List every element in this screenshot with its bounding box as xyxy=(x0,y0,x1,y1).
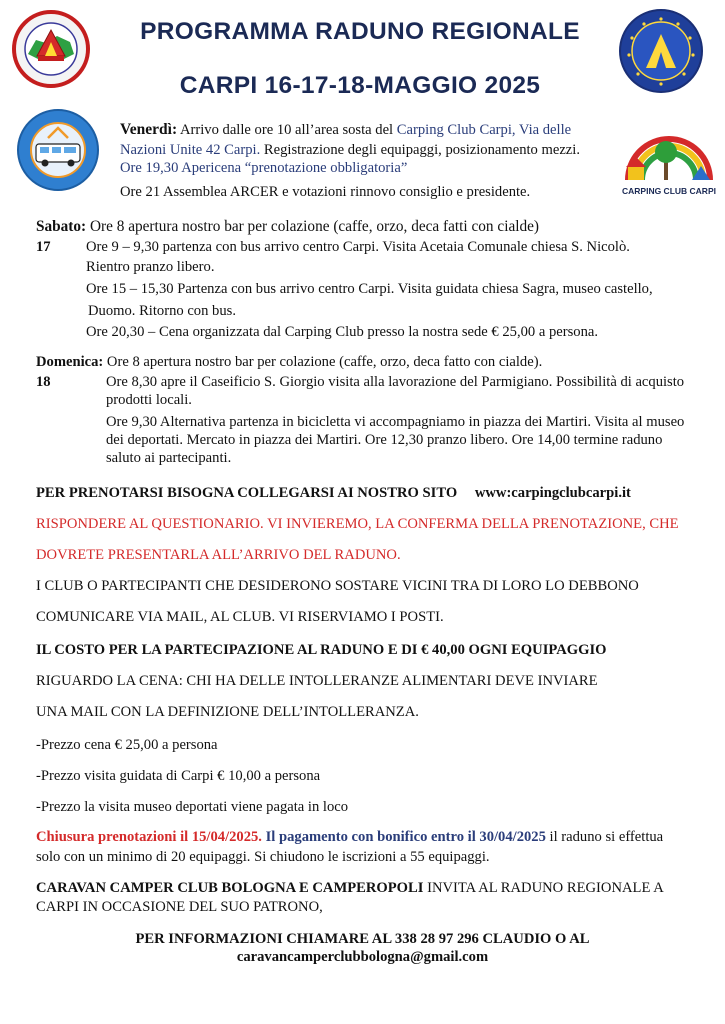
sabato-label: Sabato: xyxy=(36,218,87,235)
venerdi-text1: Arrivo dalle ore 10 all’area sosta del xyxy=(179,122,397,138)
camper-club-bologna-logo xyxy=(16,108,100,192)
confederazione-logo xyxy=(618,8,704,94)
contact-email[interactable]: caravancamperclubbologna@gmail.com xyxy=(236,949,489,965)
carping-club-caption: CARPING CLUB CARPI xyxy=(622,186,716,196)
domenica-intro-text: Ore 8 apertura nostro bar per colazione (caffe, orzo, deca fatto con cialde). xyxy=(103,354,543,370)
venerdi-text2: Registrazione degli equipaggi, posizionamento mezzi. xyxy=(260,142,580,158)
invite-organizers: CARAVAN CAMPER CLUB BOLOGNA E CAMPEROPOLI xyxy=(36,880,424,896)
domenica-line2: prodotti locali. xyxy=(106,392,192,408)
carping-club-carpi-logo xyxy=(622,108,716,200)
club-line1: I CLUB O PARTECIPANTI CHE DESIDERONO SOSTARE VICINI TRA DI LORO LO DEBBONO xyxy=(36,578,639,594)
dinner-line2: UNA MAIL CON LA DEFINIZIONE DELL’INTOLLERANZA. xyxy=(36,704,419,720)
sabato-intro-text: Ore 8 apertura nostro bar per colazione (caffe, orzo, deca fatti con cialde) xyxy=(86,218,540,235)
page-title: PROGRAMMA RADUNO REGIONALE xyxy=(140,18,580,45)
sabato-line2: Rientro pranzo libero. xyxy=(86,259,215,275)
sabato-line1: Ore 9 – 9,30 partenza con bus arrivo centro Carpi. Visita Acetaia Comunale chiesa S. Nicolò. xyxy=(86,239,630,255)
closing-deadline: Chiusura prenotazioni il 15/04/2025. xyxy=(36,829,262,845)
invite-line2: CARPI IN OCCASIONE DEL SUO PATRONO, xyxy=(36,899,323,915)
booking-label: PER PRENOTARSI BISOGNA COLLEGARSI AI NOSTRO SITO xyxy=(36,485,458,501)
sabato-line3: Ore 15 – 15,30 Partenza con bus arrivo centro Carpi. Visita guidata chiesa Sagra, museo castello, xyxy=(86,281,653,297)
site-link[interactable]: www:carpingclubcarpi.it xyxy=(474,485,631,501)
domenica-line5: saluto ai partecipanti. xyxy=(106,450,232,466)
closing-rest: il raduno si effettua xyxy=(545,829,664,845)
dinner-line1: RIGUARDO LA CENA: CHI HA DELLE INTOLLERANZE ALIMENTARI DEVE INVIARE xyxy=(36,673,598,689)
price-museum: -Prezzo la visita museo deportati viene pagata in loco xyxy=(36,799,349,815)
club-line2: COMUNICARE VIA MAIL, AL CLUB. VI RISERVIAMO I POSTI. xyxy=(36,609,444,625)
sabato-day: 17 xyxy=(36,239,51,255)
venerdi-label: Venerdì: xyxy=(120,121,178,138)
contact-line1: PER INFORMAZIONI CHIAMARE AL 338 28 97 296 CLAUDIO O AL xyxy=(135,931,590,947)
closing-line2: solo con un minimo di 20 equipaggi. Si chiudono le iscrizioni a 55 equipaggi. xyxy=(36,849,490,865)
venerdi-line2 xyxy=(120,141,580,159)
arcer-logo xyxy=(12,10,90,88)
page-subtitle: CARPI 16-17-18-MAGGIO 2025 xyxy=(179,72,541,99)
reply-line2: DOVRETE PRESENTARLA ALL’ARRIVO DEL RADUNO. xyxy=(36,547,401,563)
domenica-day: 18 xyxy=(36,374,51,390)
price-dinner: -Prezzo cena € 25,00 a persona xyxy=(36,737,218,753)
venerdi-address1: Carping Club Carpi, Via delle xyxy=(396,122,572,138)
sabato-line4: Duomo. Ritorno con bus. xyxy=(88,303,236,319)
closing-line1 xyxy=(36,828,663,846)
cost-line: IL COSTO PER LA PARTECIPAZIONE AL RADUNO E DI € 40,00 OGNI EQUIPAGGIO xyxy=(36,642,607,658)
venerdi-address2: Nazioni Unite 42 Carpi. xyxy=(120,142,261,158)
sabato-line5: Ore 20,30 – Cena organizzata dal Carping Club presso la nostra sede € 25,00 a persona. xyxy=(86,324,598,340)
invite-rest: INVITA AL RADUNO REGIONALE A xyxy=(423,880,664,896)
price-guided-visit: -Prezzo visita guidata di Carpi € 10,00 a persona xyxy=(36,768,321,784)
invite-line1 xyxy=(36,879,664,897)
booking-text xyxy=(36,484,631,502)
domenica-line3: Ore 9,30 Alternativa partenza in bicicletta vi accompagniamo in piazza dei Martiri. Visita al museo xyxy=(106,414,685,430)
domenica-intro xyxy=(36,353,542,371)
domenica-line1: Ore 8,30 apre il Caseificio S. Giorgio visita alla lavorazione del Parmigiano. Possibilità di acquisto xyxy=(106,374,685,390)
venerdi-line4: Ore 21 Assemblea ARCER e votazioni rinnovo consiglio e presidente. xyxy=(120,184,531,200)
venerdi-line3: Ore 19,30 Apericena “prenotazione obbligatoria” xyxy=(120,160,408,176)
domenica-line4: dei deportati. Mercato in piazza dei Martiri. Ore 12,30 pranzo libero. Ore 14,00 termine raduno xyxy=(106,432,663,448)
venerdi-line1 xyxy=(120,121,571,139)
payment-deadline: Il pagamento con bonifico entro il 30/04/2025 xyxy=(261,829,546,845)
domenica-label: Domenica: xyxy=(36,354,104,370)
reply-line1: RISPONDERE AL QUESTIONARIO. VI INVIEREMO, LA CONFERMA DELLA PRENOTAZIONE, CHE xyxy=(36,516,679,532)
sabato-intro xyxy=(36,218,539,236)
